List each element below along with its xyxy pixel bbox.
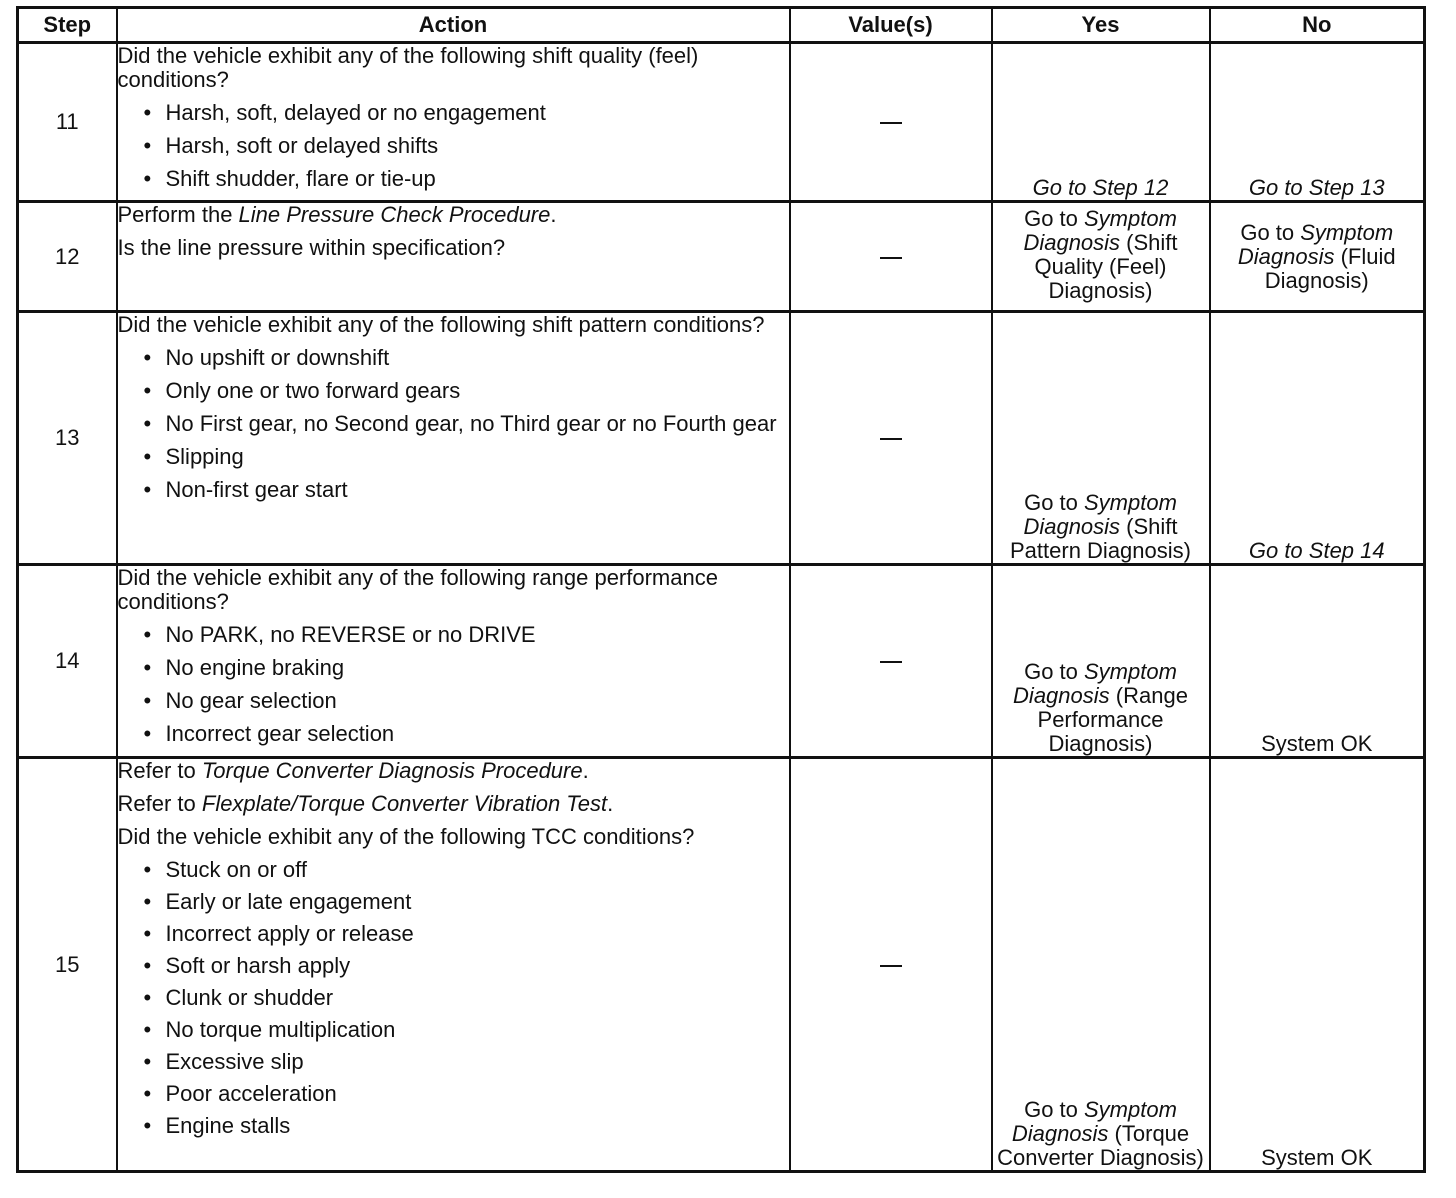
action-cell (117, 312, 790, 565)
list-item (142, 101, 789, 125)
table-row (18, 758, 1425, 1172)
condition-text: Clunk or shudder (165, 985, 334, 1010)
action-question: Is the line pressure within specification? (117, 235, 506, 260)
bullet: • (143, 1049, 152, 1074)
condition-text: Only one or two forward gears (165, 378, 461, 403)
bullet: • (143, 100, 152, 125)
table-row (18, 312, 1425, 565)
bullet: • (143, 622, 152, 647)
text: (Range Performance Diagnosis) (1037, 683, 1188, 756)
value-dash (880, 257, 902, 259)
yes-cell (992, 565, 1210, 758)
condition-text: No PARK, no REVERSE or no DRIVE (165, 622, 536, 647)
value-dash (880, 965, 902, 967)
condition-text: No engine braking (165, 655, 345, 680)
condition-text: Harsh, soft or delayed shifts (165, 133, 439, 158)
condition-text: Shift shudder, flare or tie-up (165, 166, 436, 191)
symptom-reference: Symptom Diagnosis (1011, 1097, 1177, 1146)
bullet: • (143, 688, 152, 713)
bullet: • (143, 1113, 152, 1138)
symptom-reference: Symptom Diagnosis (1023, 490, 1177, 539)
text: Go to (1024, 206, 1084, 231)
condition-text: No torque multiplication (165, 1017, 396, 1042)
list-item (142, 167, 789, 191)
text: Refer to (117, 791, 202, 816)
step-number: 11 (18, 43, 117, 202)
step-number: 14 (18, 565, 117, 758)
action-cell (117, 202, 790, 312)
step-number: 15 (18, 758, 117, 1172)
header-row (18, 8, 1425, 43)
list-item (142, 689, 789, 713)
procedure-reference: Torque Converter Diagnosis Procedure (201, 758, 583, 783)
action-cell (117, 758, 790, 1172)
header-values: Value(s) (790, 8, 992, 43)
no-cell (1210, 202, 1425, 312)
condition-text: Slipping (165, 444, 244, 469)
list-item (142, 1018, 789, 1041)
list-item (142, 922, 789, 945)
header-no: No (1210, 8, 1425, 43)
yes-cell (992, 202, 1210, 312)
text: Refer to (117, 758, 202, 783)
text: (Fluid Diagnosis) (1264, 243, 1396, 293)
action-cell (117, 565, 790, 758)
no-cell: Go to Step 14 (1210, 312, 1425, 565)
text: . (607, 791, 614, 816)
list-item (142, 134, 789, 158)
procedure-reference: Flexplate/Torque Converter Vibration Test (201, 791, 608, 816)
condition-list (118, 101, 789, 191)
bullet: • (143, 1081, 152, 1106)
no-cell: System OK (1210, 758, 1425, 1172)
action-question: Did the vehicle exhibit any of the following TCC conditions? (117, 824, 695, 849)
list-item (142, 722, 789, 746)
list-item (142, 346, 789, 370)
condition-text: No First gear, no Second gear, no Third gear or no Fourth gear (165, 411, 777, 436)
value-dash (880, 122, 902, 124)
value-cell (790, 43, 992, 202)
list-item (142, 858, 789, 881)
symptom-reference: Symptom Diagnosis (1013, 659, 1177, 708)
text: Go to (1024, 1097, 1084, 1122)
text: (Shift Quality (Feel) Diagnosis) (1034, 230, 1178, 303)
list-item (142, 1050, 789, 1073)
no-cell: Go to Step 13 (1210, 43, 1425, 202)
condition-text: Excessive slip (165, 1049, 304, 1074)
list-item (142, 445, 789, 469)
symptom-reference: Symptom Diagnosis (1237, 219, 1394, 269)
bullet: • (143, 921, 152, 946)
yes-cell (992, 758, 1210, 1172)
condition-text: Early or late engagement (165, 889, 412, 914)
bullet: • (143, 857, 152, 882)
action-instruction (118, 203, 789, 227)
step-number: 12 (18, 202, 117, 312)
action-question: Did the vehicle exhibit any of the following shift quality (feel) conditions? (117, 43, 699, 92)
bullet: • (143, 166, 152, 191)
value-cell (790, 565, 992, 758)
condition-text: Incorrect gear selection (165, 721, 395, 746)
list-item (142, 478, 789, 502)
list-item (142, 954, 789, 977)
condition-list (118, 623, 789, 746)
diagnostic-table (16, 6, 1426, 1173)
symptom-reference: Symptom Diagnosis (1023, 206, 1177, 255)
condition-text: Harsh, soft, delayed or no engagement (165, 100, 546, 125)
value-dash (880, 661, 902, 663)
condition-list (118, 346, 789, 502)
condition-text: Incorrect apply or release (165, 921, 414, 946)
value-cell (790, 202, 992, 312)
bullet: • (143, 345, 152, 370)
table-row (18, 43, 1425, 202)
bullet: • (143, 953, 152, 978)
condition-text: Engine stalls (165, 1113, 291, 1138)
condition-text: No upshift or downshift (165, 345, 390, 370)
action-question: Did the vehicle exhibit any of the following range performance conditions? (117, 565, 718, 614)
list-item (142, 1114, 789, 1137)
value-dash (880, 438, 902, 440)
text: Go to (1024, 659, 1084, 684)
list-item (142, 412, 789, 436)
header-yes: Yes (992, 8, 1210, 43)
table-row (18, 202, 1425, 312)
yes-cell: Go to Step 12 (992, 43, 1210, 202)
bullet: • (143, 721, 152, 746)
action-instruction (118, 792, 789, 816)
list-item (142, 986, 789, 1009)
value-cell (790, 312, 992, 565)
text: Perform the (117, 202, 239, 227)
bullet: • (143, 444, 152, 469)
bullet: • (143, 477, 152, 502)
table-row (18, 565, 1425, 758)
step-number: 13 (18, 312, 117, 565)
list-item (142, 656, 789, 680)
condition-text: Soft or harsh apply (165, 953, 351, 978)
text: (Shift Pattern Diagnosis) (1010, 514, 1191, 563)
condition-list (118, 858, 789, 1137)
yes-cell (992, 312, 1210, 565)
text: Go to (1240, 219, 1301, 245)
value-cell (790, 758, 992, 1172)
action-cell (117, 43, 790, 202)
bullet: • (143, 655, 152, 680)
action-instruction (118, 759, 789, 783)
condition-text: Non-first gear start (165, 477, 348, 502)
text: Go to (1024, 490, 1084, 515)
bullet: • (143, 378, 152, 403)
bullet: • (143, 985, 152, 1010)
bullet: • (143, 889, 152, 914)
action-question: Did the vehicle exhibit any of the following shift pattern conditions? (117, 312, 765, 337)
text: . (582, 758, 589, 783)
bullet: • (143, 1017, 152, 1042)
procedure-reference: Line Pressure Check Procedure (238, 202, 551, 227)
no-cell: System OK (1210, 565, 1425, 758)
header-step: Step (18, 8, 117, 43)
bullet: • (143, 133, 152, 158)
list-item (142, 379, 789, 403)
condition-text: Stuck on or off (165, 857, 307, 882)
header-action: Action (117, 8, 790, 43)
list-item (142, 1082, 789, 1105)
text: (Torque Converter Diagnosis) (997, 1121, 1204, 1170)
condition-text: No gear selection (165, 688, 337, 713)
condition-text: Poor acceleration (165, 1081, 337, 1106)
bullet: • (143, 411, 152, 436)
list-item (142, 890, 789, 913)
list-item (142, 623, 789, 647)
text: . (550, 202, 557, 227)
